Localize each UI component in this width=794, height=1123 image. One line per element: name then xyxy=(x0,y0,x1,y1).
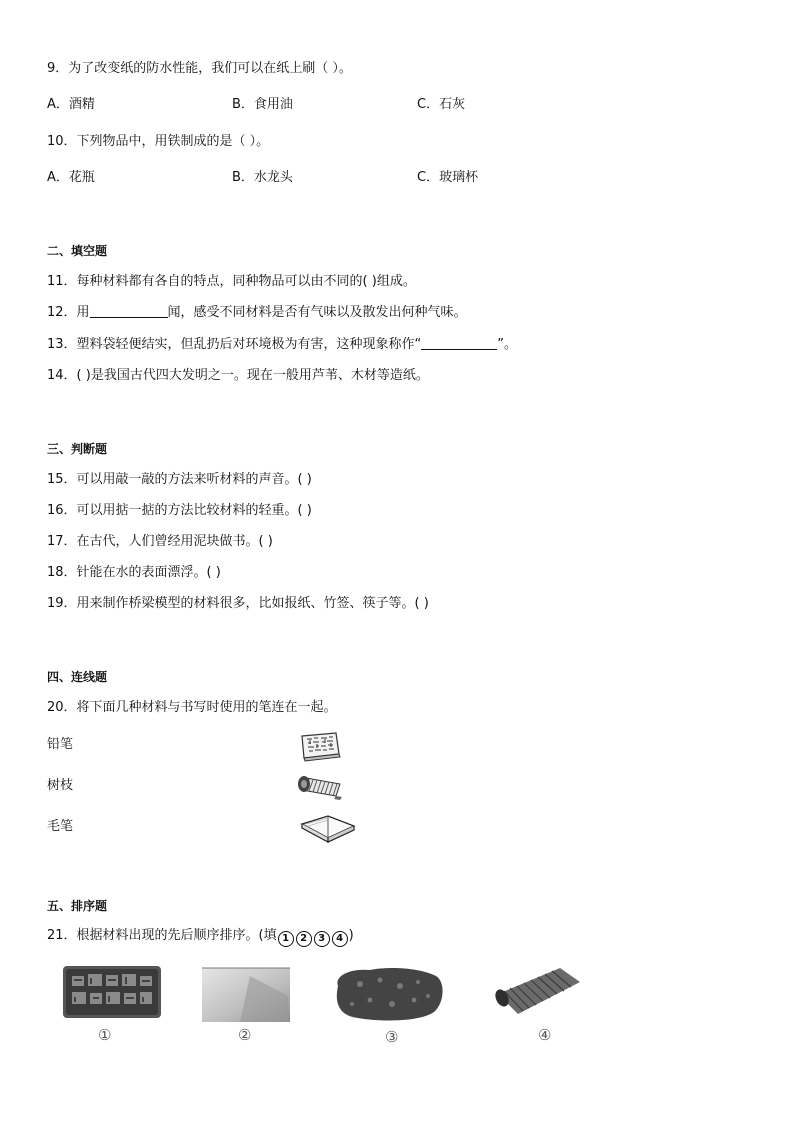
section-order-title: 五、排序题 xyxy=(47,899,108,913)
bamboo-slips-image[interactable] xyxy=(490,964,584,1022)
q12-suffix: 闻，感受不同材料是否有气味以及散发出何种气味。 xyxy=(167,305,467,320)
paper-book-image[interactable] xyxy=(298,810,358,846)
question-9: 9．为了改变纸的防水性能，我们可以在纸上刷（ ）。 xyxy=(47,61,352,76)
q10-option-a: A．花瓶 xyxy=(47,170,95,185)
section-match-title: 四、连线题 xyxy=(47,670,108,684)
stone-slab-image[interactable] xyxy=(330,964,448,1024)
question-16: 16．可以用掂一掂的方法比较材料的轻重。( ) xyxy=(47,503,312,518)
q9-option-b: B．食用油 xyxy=(232,97,293,112)
q10-option-b: B．水龙头 xyxy=(232,170,293,185)
carved-tablet-image[interactable] xyxy=(60,962,164,1022)
q21-end: ) xyxy=(348,928,354,943)
question-14: 14．( )是我国古代四大发明之一。现在一般用芦苇、木材等造纸。 xyxy=(47,368,429,383)
q12-blank[interactable] xyxy=(90,304,168,318)
paper-sheet-image[interactable] xyxy=(200,966,292,1024)
question-20: 20．将下面几种材料与书写时使用的笔连在一起。 xyxy=(47,700,337,715)
q13-prefix: 13．塑料袋轻便结实，但乱扔后对环境极为有害，这种现象称作“ xyxy=(47,337,422,352)
question-13 xyxy=(47,336,517,354)
question-12 xyxy=(47,304,467,322)
mark-3: 3 xyxy=(314,931,330,947)
q10-option-c: C．玻璃杯 xyxy=(417,170,479,185)
question-17: 17．在古代，人们曾经用泥块做书。( ) xyxy=(47,534,273,549)
mark-1: 1 xyxy=(278,931,294,947)
q21-text: 21．根据材料出现的先后顺序排序。(填 xyxy=(47,928,277,943)
caption-2: ② xyxy=(238,1026,252,1044)
match-item-pencil: 铅笔 xyxy=(47,737,74,752)
question-21 xyxy=(47,927,354,947)
caption-1: ① xyxy=(98,1026,112,1044)
question-18: 18．针能在水的表面漂浮。( ) xyxy=(47,565,221,580)
match-item-twig: 树枝 xyxy=(47,778,74,793)
question-10: 10．下列物品中，用铁制成的是（ ）。 xyxy=(47,134,270,149)
caption-4: ④ xyxy=(538,1026,552,1044)
question-15: 15．可以用敲一敲的方法来听材料的声音。( ) xyxy=(47,472,312,487)
section-fill-title: 二、填空题 xyxy=(47,244,108,258)
q13-suffix: ”。 xyxy=(497,337,518,352)
mark-2: 2 xyxy=(296,931,312,947)
section-judge-title: 三、判断题 xyxy=(47,442,108,456)
match-item-brush: 毛笔 xyxy=(47,819,74,834)
question-19: 19．用来制作桥梁模型的材料很多，比如报纸、竹签、筷子等。( ) xyxy=(47,596,429,611)
q9-option-c: C．石灰 xyxy=(417,97,466,112)
question-11: 11．每种材料都有各自的特点，同种物品可以由不同的( )组成。 xyxy=(47,274,416,289)
q12-prefix: 12．用 xyxy=(47,305,90,320)
mark-4: 4 xyxy=(332,931,348,947)
q9-option-a: A．酒精 xyxy=(47,97,95,112)
clay-tablet-image[interactable] xyxy=(298,730,342,762)
bamboo-scroll-image[interactable] xyxy=(296,770,346,802)
q13-blank[interactable] xyxy=(421,336,497,350)
caption-3: ③ xyxy=(385,1028,399,1046)
